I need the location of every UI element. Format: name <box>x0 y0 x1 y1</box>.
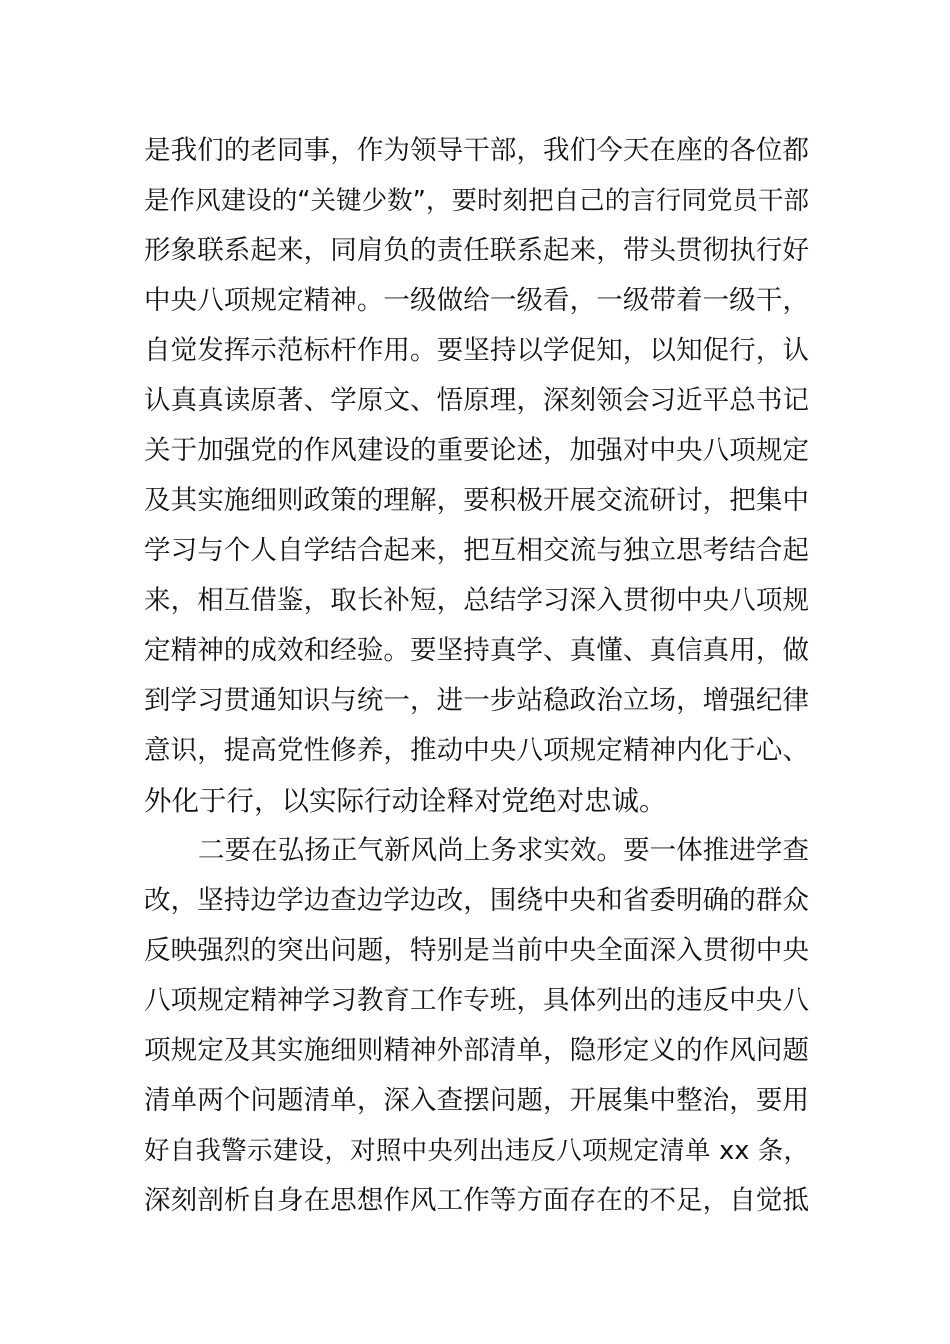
paragraph-1-line-13: 意识，提高党性修养，推动中央八项规定精神内化于心、 <box>144 735 809 766</box>
paragraph-2-line-6: 清单两个问题清单，深入查摆问题，开展集中整治，要用 <box>144 1085 809 1116</box>
paragraph-2-line-4: 八项规定精神学习教育工作专班，具体列出的违反中央八 <box>144 985 809 1016</box>
paragraph-2-line-1: 二要在弘扬正气新风尚上务求实效。要一体推进学查 <box>198 835 809 866</box>
paragraph-1-line-4: 中央八项规定精神。一级做给一级看，一级带着一级干， <box>144 285 809 316</box>
paragraph-1-line-11: 定精神的成效和经验。要坚持真学、真懂、真信真用，做 <box>144 635 809 666</box>
paragraph-1-line-7: 关于加强党的作风建设的重要论述，加强对中央八项规定 <box>144 435 809 466</box>
paragraph-1-line-2: 是作风建设的“关键少数”，要时刻把自己的言行同党员干部 <box>144 186 809 216</box>
paragraph-2-line-2: 改，坚持边学边查边学边改，围绕中央和省委明确的群众 <box>144 885 809 916</box>
paragraph-1-line-8: 及其实施细则政策的理解，要积极开展交流研讨，把集中 <box>144 485 809 516</box>
paragraph-1-line-6: 认真真读原著、学原文、悟原理，深刻领会习近平总书记 <box>144 385 809 416</box>
paragraph-2-line-3: 反映强烈的突出问题，特别是当前中央全面深入贯彻中央 <box>144 935 809 966</box>
paragraph-1-line-9: 学习与个人自学结合起来，把互相交流与独立思考结合起 <box>144 535 809 566</box>
paragraph-1-line-12: 到学习贯通知识与统一，进一步站稳政治立场，增强纪律 <box>144 685 809 716</box>
paragraph-1-line-14: 外化于行，以实际行动诠释对党绝对忠诚。 <box>144 785 667 817</box>
paragraph-1-line-1: 是我们的老同事，作为领导干部，我们今天在座的各位都 <box>144 135 809 166</box>
paragraph-2-line-7: 好自我警示建设，对照中央列出违反八项规定清单 xx 条， <box>144 1136 809 1166</box>
paragraph-1-line-10: 来，相互借鉴，取长补短，总结学习深入贯彻中央八项规 <box>144 585 809 616</box>
paragraph-1-line-3: 形象联系起来，同肩负的责任联系起来，带头贯彻执行好 <box>144 235 809 266</box>
paragraph-2-line-8: 深刻剖析自身在思想作风工作等方面存在的不足，自觉抵 <box>144 1185 809 1216</box>
paragraph-2-line-5: 项规定及其实施细则精神外部清单，隐形定义的作风问题 <box>144 1035 809 1066</box>
paragraph-1-line-5: 自觉发挥示范标杆作用。要坚持以学促知，以知促行，认 <box>144 335 809 366</box>
